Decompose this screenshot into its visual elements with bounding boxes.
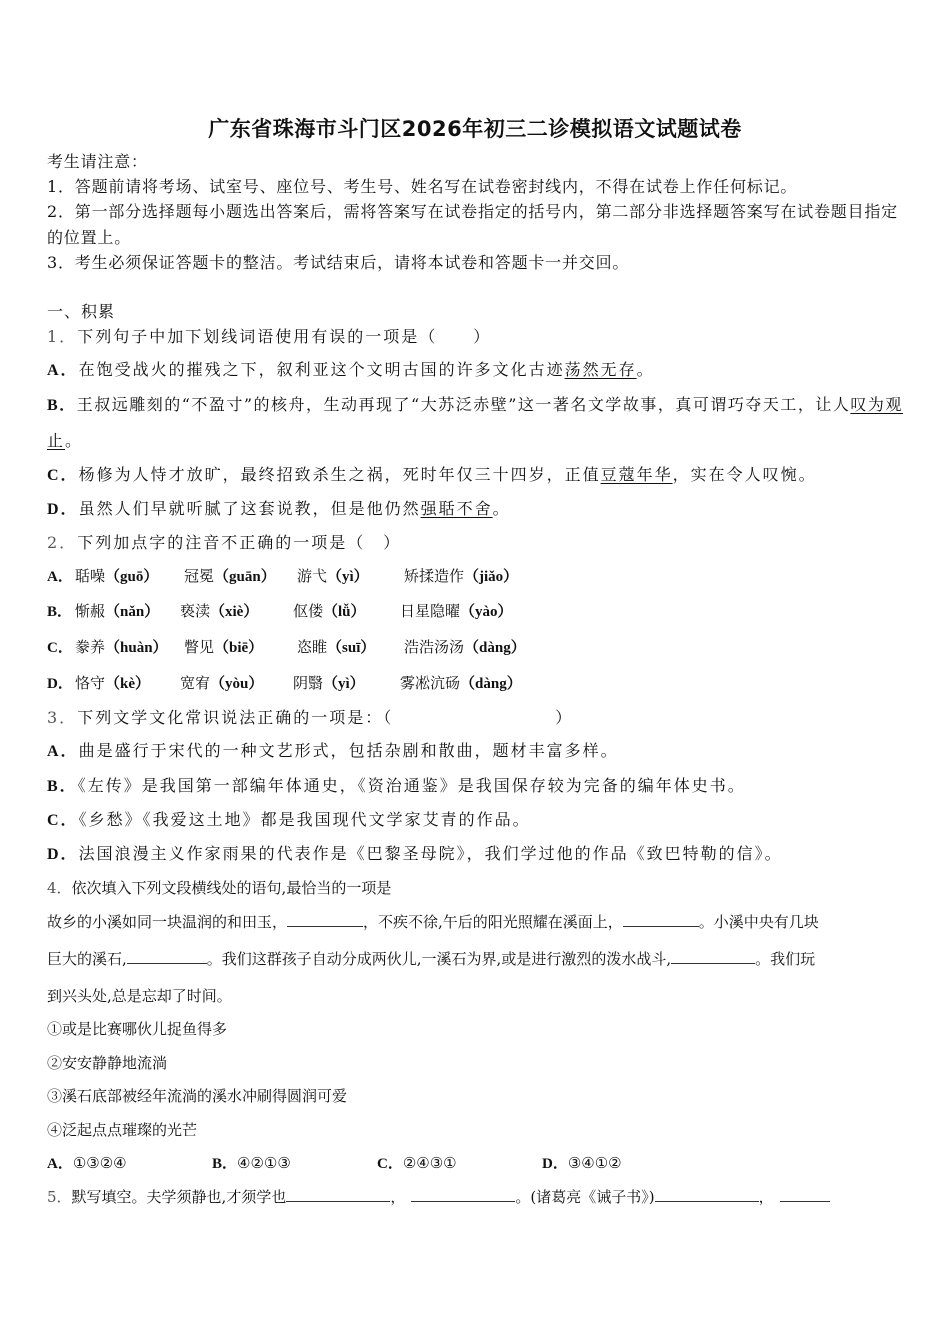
option-text: 《左传》是我国第一部编年体通史，《资治通鉴》是我国保存较为完备的编年体史书。 [77,776,746,795]
q4-passage-line [47,912,819,932]
word: 日星隐曜 [400,602,461,620]
q4-sentence: ③溪石底部被经年流淌的溪水冲刷得圆润可爱 [47,1087,348,1105]
pinyin-item [75,637,168,658]
pinyin: （yào） [460,604,513,620]
option-label: C． [47,812,79,829]
option-label: B． [47,604,73,620]
option-label: B． [212,1156,238,1172]
q4-sentence: ②安安静静地流淌 [47,1054,168,1072]
option-text: 《乡愁》《我爱这土地》都是我国现代文学家艾青的作品。 [78,810,531,829]
option-text: ③④①② [567,1154,622,1172]
fill-blank [411,1187,515,1202]
notice-item: 2．第一部分选择题每小题选出答案后，需将答案写在试卷指定的括号内，第二部分非选择题答案写在试卷题目指定 [47,202,898,221]
question-stem: 依次填入下列文段横线处的语句,最恰当的一项是 [71,879,392,897]
option-text: ①③②④ [72,1154,127,1172]
q4-option-d [542,1153,622,1174]
word: 恪守 [75,674,106,692]
notice-heading: 考生请注意： [47,152,148,171]
q1-option-b [47,395,903,416]
pinyin: （jiǎo） [464,569,519,585]
option-text: 。 [65,431,84,450]
word: 惭赧 [75,602,106,620]
question-1 [47,327,491,347]
q4-option-b [212,1153,291,1174]
fill-blank [655,1187,759,1202]
pinyin-item [297,566,369,587]
notice-item: 的位置上。 [47,228,132,247]
underlined-phrase: 荡然无存 [564,360,637,379]
question-stem: 下列加点字的注音不正确的一项是（ ） [77,533,402,552]
question-5 [47,1187,830,1207]
word: 伛偻 [293,602,324,620]
pinyin: （yòu） [210,676,264,692]
question-number: 5． [47,1188,72,1206]
pinyin-item [400,673,522,694]
passage-text: 。小溪中央有几块 [698,913,819,931]
question-number: 3． [47,708,78,727]
notice-item: 3．考生必须保证答题卡的整洁。考试结束后，请将本试卷和答题卡一并交回。 [47,253,630,272]
option-label: A． [47,569,73,585]
q4-option-a [47,1153,127,1174]
question-text: ， [390,1188,406,1206]
passage-text: 故乡的小溪如同一块温润的和田玉， [47,913,288,931]
word: 阴翳 [293,674,324,692]
option-text: 。 [492,499,511,518]
option-label: B． [47,778,78,795]
q2-option-a [47,566,607,587]
pinyin: （nǎn） [105,604,160,620]
option-label: D． [47,676,73,692]
q1-option-b-cont [47,431,83,451]
pinyin-item [404,566,518,587]
question-text: 默写填空。夫学须静也,才须学也 [71,1188,287,1206]
q2-option-b [47,601,607,622]
option-text: ④②①③ [237,1154,291,1172]
pinyin: （biē） [214,640,264,656]
pinyin: （kè） [105,676,151,692]
word: 冠冕 [184,567,215,585]
pinyin: （dàng） [464,640,526,656]
pinyin-item [180,601,258,622]
pinyin-item [297,637,375,658]
fill-blank [286,1187,390,1202]
pinyin-item [400,601,513,622]
word: 亵渎 [180,602,211,620]
notice-item: 1．答题前请将考场、试室号、座位号、考生号、姓名写在试卷密封线内，不得在试卷上作任何标记。 [47,177,798,196]
fill-blank [623,912,699,927]
option-text: ②④③① [402,1154,457,1172]
option-label: A． [47,1156,73,1172]
section-heading: 一、积累 [47,302,116,321]
word: 宽宥 [180,674,211,692]
option-text: ，实在令人叹惋。 [672,465,817,484]
pinyin-item [293,673,365,694]
question-3 [47,708,573,728]
fill-blank [127,949,207,964]
passage-text: 。我们这群孩子自动分成两伙儿,一溪石为界,或是进行激烈的泼水战斗, [206,950,672,968]
option-text: 王叔远雕刻的“不盈寸”的核舟，生动再现了“大苏泛赤壁”这一著名文学故事，真可谓巧夺天工，让人 [76,395,851,414]
underlined-phrase: 止 [47,431,66,450]
pinyin-item [75,566,158,587]
q1-option-d [47,499,511,520]
pinyin-item [75,601,159,622]
option-text: 在饱受战火的摧残之下，叙利亚这个文明古国的许多文化古迹 [78,360,565,379]
option-label: D． [542,1156,568,1172]
pinyin: （yì） [327,569,369,585]
passage-text: ，不疾不徐,午后的阳光照耀在溪面上， [363,913,623,931]
q4-passage-line [47,949,815,969]
option-label: A． [47,362,79,379]
pinyin: （lǚ） [323,604,366,620]
underlined-phrase: 强聒不舍 [420,499,493,518]
pinyin-item [404,637,526,658]
question-4 [47,878,391,898]
pinyin: （huàn） [105,640,168,656]
word: 聒噪 [75,567,106,585]
option-text: 。 [636,360,655,379]
word: 瞥见 [184,638,215,656]
pinyin: （dàng） [460,676,522,692]
option-label: B． [47,397,77,414]
pinyin: （suī） [327,640,376,656]
pinyin-item [75,673,150,694]
option-label: D． [47,846,79,863]
fill-blank [671,949,755,964]
option-text: 虽然人们早就听腻了这套说教，但是他仍然 [78,499,421,518]
question-stem: 下列句子中加下划线词语使用有误的一项是（ ） [77,327,492,346]
pinyin: （xiè） [210,604,259,620]
q3-option-c [47,810,531,831]
q2-option-c [47,637,607,658]
q1-option-c [47,465,817,486]
word: 雾凇沆砀 [400,674,461,692]
q4-passage-line: 到兴头处,总是忘却了时间。 [47,987,232,1005]
pinyin-item [184,566,276,587]
q3-option-d [47,844,783,865]
question-2 [47,533,401,553]
option-label: D． [47,501,79,518]
passage-text: 巨大的溪石, [47,950,127,968]
q4-sentence: ①或是比赛哪伙儿捉鱼得多 [47,1020,228,1038]
pinyin-item [180,673,263,694]
question-stem: 下列文学文化常识说法正确的一项是：（ ） [77,708,574,727]
option-label: A． [47,743,79,760]
option-label: C． [377,1156,403,1172]
q4-option-c [377,1153,457,1174]
pinyin-item [184,637,263,658]
underlined-phrase: 豆蔻年华 [600,465,673,484]
page-title: 广东省珠海市斗门区2026年初三二诊模拟语文试题试卷 [208,117,742,141]
option-label: C． [47,640,73,656]
q1-option-a [47,360,655,381]
option-text: 杨修为人恃才放旷，最终招致杀生之祸，死时年仅三十四岁，正值 [78,465,601,484]
question-text: ， [758,1188,774,1206]
question-number: 1． [47,327,78,346]
q4-sentence: ④泛起点点璀璨的光芒 [47,1121,198,1139]
option-label: C． [47,467,79,484]
word: 游弋 [297,567,328,585]
q3-option-a [47,741,619,762]
pinyin: （yì） [323,676,365,692]
option-text: 曲是盛行于宋代的一种文艺形式，包括杂剧和散曲，题材丰富多样。 [78,741,619,760]
fill-blank [780,1187,830,1202]
fill-blank [287,912,363,927]
option-text: 法国浪漫主义作家雨果的代表作是《巴黎圣母院》，我们学过他的作品《致巴特勒的信》。 [78,844,783,863]
word: 豢养 [75,638,106,656]
word: 浩浩汤汤 [404,638,465,656]
pinyin: （guān） [214,569,276,585]
word: 矫揉造作 [404,567,465,585]
q2-option-d [47,673,607,694]
question-number: 4． [47,879,72,897]
pinyin-item [293,601,366,622]
word: 恣睢 [297,638,328,656]
underlined-phrase: 叹为观 [850,395,903,414]
question-text: 。(诸葛亮《诫子书》) [515,1188,655,1206]
question-number: 2． [47,533,78,552]
pinyin: （guō） [105,569,159,585]
q3-option-b [47,776,746,797]
passage-text: 。我们玩 [755,950,816,968]
